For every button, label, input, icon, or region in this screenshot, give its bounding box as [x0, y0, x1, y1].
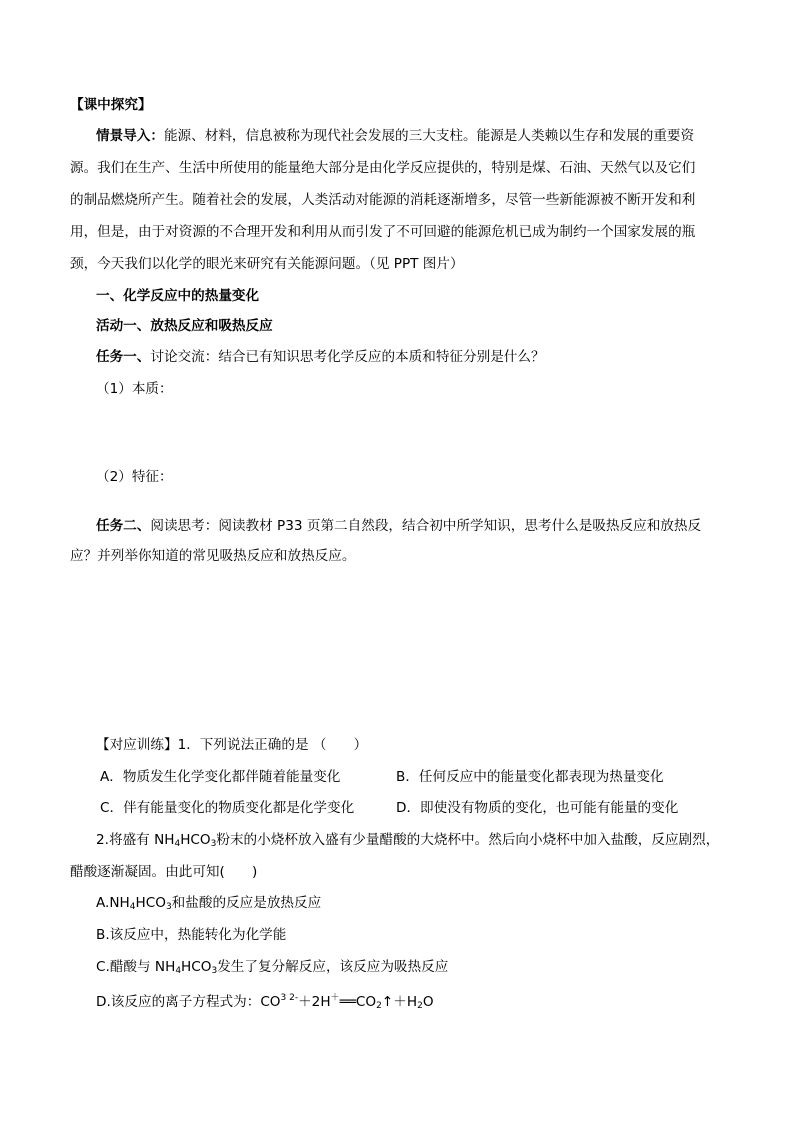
q2-option-c: C.醋酸与 $NH_4HCO_3$发生了复分解反应，该反应为吸热反应 — [96, 959, 449, 976]
practice-q1-stem: 【对应训练】1．下列说法正确的是 （ ） — [96, 737, 368, 753]
task-1: 任务一、讨论交流：结合已有知识思考化学反应的本质和特征分别是什么？ — [96, 349, 545, 365]
section-title: 【课中探究】 — [70, 97, 152, 113]
q2-option-a: $A.NH_4HCO_3$和盐酸的反应是放热反应 — [96, 895, 322, 912]
activity-1-heading: 活动一、放热反应和吸热反应 — [96, 318, 273, 334]
intro-line-1: 情景导入：能源、材料，信息被称为现代社会发展的三大支柱。能源是人类赖以生存和发展的重要资 — [96, 128, 695, 144]
q1-option-a: A．物质发生化学变化都伴随着能量变化 — [100, 769, 341, 785]
q1-option-b: B．任何反应中的能量变化都表现为热量变化 — [396, 769, 664, 785]
q2-stem-line-2: 醋酸逐渐凝固。由此可知( ) — [70, 864, 258, 880]
intro-label: 情景导入： — [96, 128, 164, 144]
intro-line-4: 用，但是，由于对资源的不合理开发和利用从而引发了不可回避的能源危机已成为制约一个国家发展的瓶 — [70, 224, 696, 240]
q1-options-row-1 — [100, 767, 700, 787]
intro-line-5: 颈，今天我们以化学的眼光来研究有关能源问题。（见 PPT 图片） — [70, 256, 464, 272]
task-1-item-1: （1）本质： — [96, 381, 173, 397]
q1-option-c: C．伴有能量变化的物质变化都是化学变化 — [100, 800, 355, 816]
intro-line-3: 的制品燃烧所产生。随着社会的发展，人类活动对能源的消耗逐渐增多，尽管一些新能源被不断开发和利 — [70, 192, 696, 208]
task-1-item-2: （2）特征： — [96, 469, 173, 485]
intro-line-2: 源。我们在生产、生活中所使用的能量绝大部分是由化学反应提供的，特别是煤、石油、天然气以及它们 — [70, 160, 696, 176]
heading-1: 一、化学反应中的热量变化 — [96, 288, 260, 304]
q1-options-row-2 — [100, 798, 700, 818]
q2-option-d: D.该反应的离子方程式为：$CO^{3 2-}+2H^+══CO_2↑+H_2O$ — [96, 993, 434, 1011]
task-2-line-2: 应？并列举你知道的常见吸热反应和放热反应。 — [70, 548, 356, 564]
q2-stem-line-1: 2.将盛有 $NH_4HCO_3$粉末的小烧杯放入盛有少量醋酸的大烧杯中。然后向小烧杯中加入盐酸，反应剧烈， — [96, 832, 720, 849]
task-2-line-1: 任务二、阅读思考：阅读教材 P33 页第二自然段，结合初中所学知识，思考什么是吸热反应和放热反 — [96, 518, 702, 534]
practice-label: 【对应训练】 — [96, 737, 178, 753]
q2-option-b: B.该反应中，热能转化为化学能 — [96, 927, 287, 943]
q1-option-d: D．即使没有物质的变化，也可能有能量的变化 — [396, 800, 679, 816]
